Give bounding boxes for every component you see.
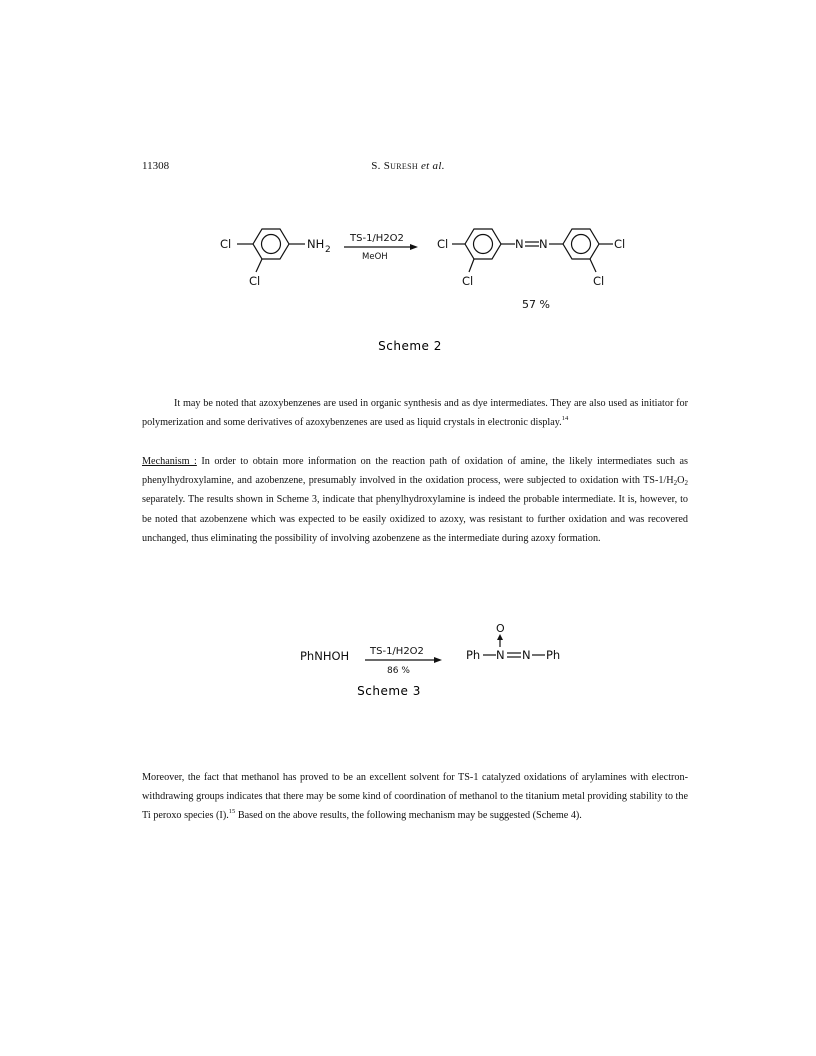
- author-initial: S.: [371, 160, 381, 172]
- paragraph-mechanism: Mechanism : In order to obtain more information on the reaction path of oxidation of amine, the likely intermediates such as phenylhydroxylamine, and azobenzene, presumably involved in the oxidation process, were subjected to oxidation with $TS-1/H_2O_2$ separately. The results shown in Scheme 3, indicate that phenylhydroxylamine is indeed the probable intermediate. It is, however, to be noted that azobenzene which was expected to be easily oxidized to azoxy, was resistant to further oxidation and was recovered unchanged, thus eliminating the possibility of involving azobenzene as the intermediate during azoxy formation.: [142, 456, 689, 544]
- reactant-benzene-ring: [253, 229, 289, 259]
- atom-label-nh: NH: [307, 237, 325, 251]
- product-n2: N: [522, 648, 531, 662]
- product-n1: N: [496, 648, 505, 662]
- product-ring-b-cl3-bond: [590, 259, 596, 272]
- scheme-3-arrow-head: [434, 657, 442, 663]
- atom-label-n: N: [539, 237, 548, 251]
- page-number: 11308: [142, 160, 170, 172]
- reference-14: 14: [561, 415, 569, 423]
- scheme-2-caption: Scheme 2: [378, 339, 442, 353]
- et-al: et al.: [420, 160, 445, 172]
- mechanism-heading: Mechanism :: [142, 456, 197, 467]
- atom-label-subscript-2: 2: [325, 245, 331, 255]
- product-ph-right: Ph: [546, 648, 561, 662]
- atom-label-cl: Cl: [593, 274, 605, 288]
- paragraph-text: Moreover, the fact that methanol has proved to be an excellent solvent for TS-1 catalyzed oxidations of arylamines with electron-withdrawing groups indicates that there may be some kind of coordination of methanol to the titanium metal providing stability to the Ti peroxo species (I).: [142, 772, 688, 822]
- author-name: Suresh: [383, 160, 418, 172]
- paragraph-text: Based on the above results, the following mechanism may be suggested (Scheme 4).: [235, 810, 582, 822]
- product-oxygen: O: [496, 622, 505, 635]
- scheme-2-reagent-top: TS-1/H2O2: [350, 233, 404, 244]
- scheme-3-caption: Scheme 3: [357, 684, 421, 698]
- paragraph-text: separately. The results shown in Scheme 3, indicate that phenylhydroxylamine is indeed the probable intermediate. It is, however, to be noted that azobenzene which was expected to be easily oxidized to azoxy, was resistant to further oxidation and was recovered unchanged, thus eliminating the possibility of involving azobenzene as the intermediate during azoxy formation.: [142, 494, 688, 544]
- atom-label-n: N: [515, 237, 524, 251]
- paragraph-text: In order to obtain more information on the reaction path of oxidation of amine, the likely intermediates such as phenylhydroxylamine, and azobenzene, presumably involved in the oxidation process, were subjected to oxidation with TS-1/H: [142, 456, 689, 487]
- scheme-3-reagent-top: TS-1/H2O2: [370, 646, 424, 657]
- scheme-2-reagent-bottom: MeOH: [362, 252, 388, 262]
- atom-label-cl: Cl: [462, 274, 474, 288]
- atom-label-cl: Cl: [220, 237, 232, 251]
- paragraph-azoxybenzene-uses: [142, 394, 688, 432]
- paragraph-text: It may be noted that azoxybenzenes are used in organic synthesis and as dye intermediates. They are also used as initiator for polymerization and some derivatives of azoxybenzenes are used as liquid crystals in electronic display.: [142, 398, 688, 429]
- reference-15: 15: [228, 808, 236, 816]
- product-ring-a-cl3-bond: [469, 259, 474, 272]
- product-ph-left: Ph: [466, 648, 481, 662]
- product-ring-b: [563, 229, 599, 259]
- paragraph-text: O: [677, 475, 685, 487]
- reactant-cl3-bond: [256, 259, 262, 272]
- scheme-2-arrow-head: [410, 244, 418, 250]
- atom-label-cl: Cl: [437, 237, 449, 251]
- scheme-3-yield: 86 %: [387, 666, 410, 676]
- scheme-2-yield: 57 %: [522, 298, 550, 311]
- paragraph-methanol-solvent: [142, 768, 688, 826]
- product-ring-a: [465, 229, 501, 259]
- atom-label-cl: Cl: [614, 237, 626, 251]
- scheme-3-reactant: PhNHOH: [300, 649, 350, 663]
- atom-label-cl: Cl: [249, 274, 261, 288]
